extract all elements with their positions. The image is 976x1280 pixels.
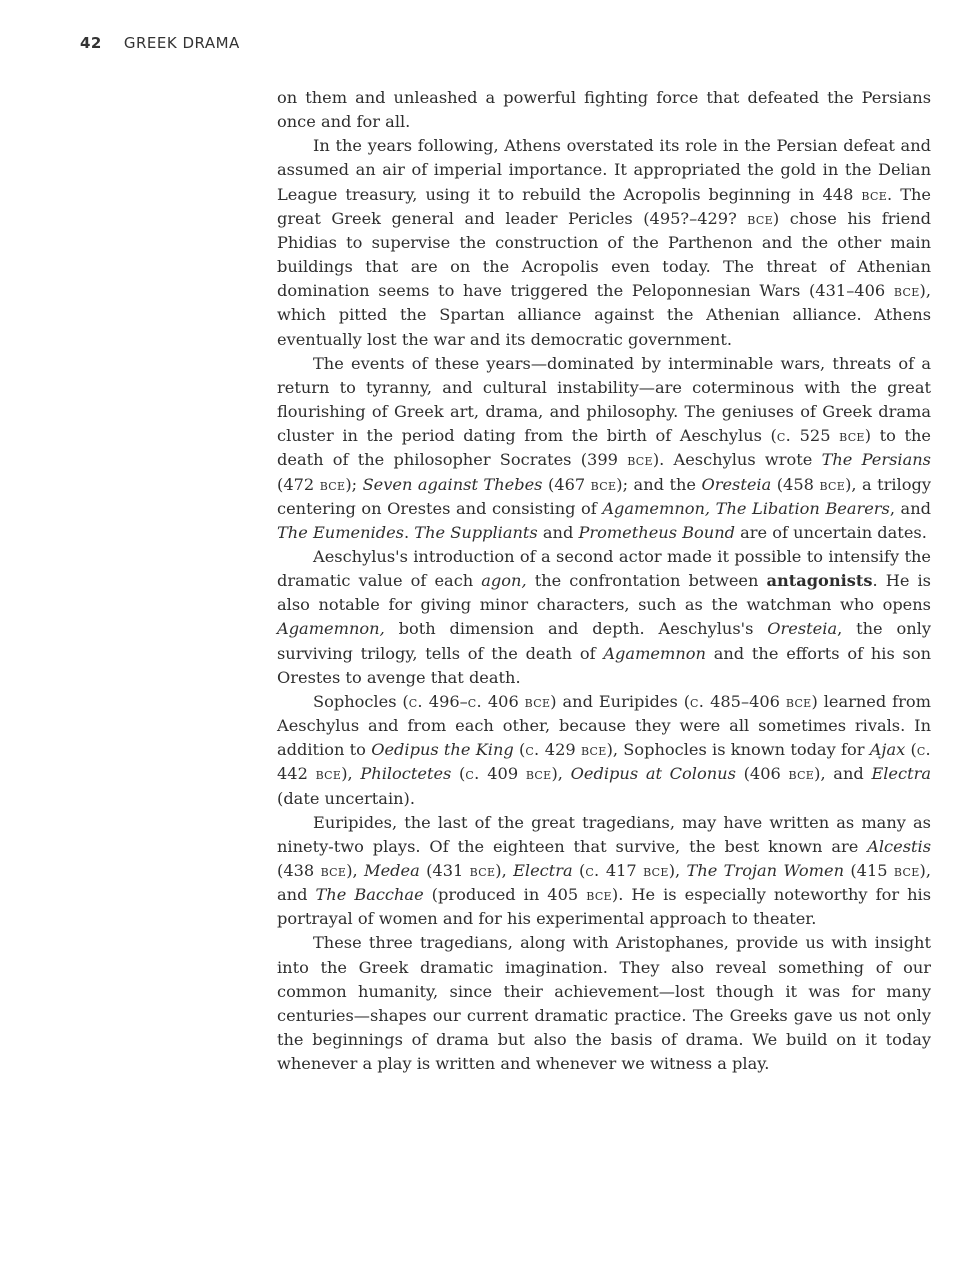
paragraph-7: These three tragedians, along with Aristophanes, provide us with insight into the Greek dramatic imagination. They also reveal something of our common humanity, since their achievement—lost though it was for many centuries—shapes our current dramatic practice. The Greeks gave us not only the beginnings of drama but also the basis of drama. We build on it today whenever a play is written and whenever we witness a play. [277,933,931,1074]
body-text [277,86,931,1076]
paragraph-4: Aeschylus's introduction of a second actor made it possible to intensify the dramatic value of each agon, the confrontation between antagonists. He is also notable for giving minor characters, such as the watchman who opens Agamemnon, both dimension and depth. Aeschylus's Oresteia, the only surviving trilogy, tells of the death of Agamemnon and the efforts of his son Orestes to avenge that death. [277,546,931,687]
paragraph-2: In the years following, Athens overstated its role in the Persian defeat and assumed an air of imperial importance. It appropriated the gold in the Delian League treasury, using it to rebuild the Acropolis beginning in 448 bce. The great Greek general and leader Pericles (495?–429? bce) chose his friend Phidias to supervise the construction of the Parthenon and the other main buildings that are on the Acropolis even today. The threat of Athenian domination seems to have triggered the Peloponnesian Wars (431–406 bce), which pitted the Spartan alliance against the Athenian alliance. Athens eventually lost the war and its democratic government. [277,136,931,349]
running-title: GREEK DRAMA [123,34,240,52]
paragraph-3: The events of these years—dominated by interminable wars, threats of a return to tyranny, and cultural instability—are coterminous with the great flourishing of Greek art, drama, and philosophy. The geniuses of Greek drama cluster in the period dating from the birth of Aeschylus (c. 525 bce) to the death of the philosopher Socrates (399 bce). Aeschylus wrote The Persians (472 bce); Seven against Thebes (467 bce); and the Oresteia (458 bce), a trilogy centering on Orestes and consisting of Agamemnon, The Libation Bearers, and The Eumenides. The Suppliants and Prometheus Bound are of uncertain dates. [277,353,931,542]
running-head [80,34,240,52]
paragraph-5: Sophocles (c. 496–c. 406 bce) and Euripides (c. 485–406 bce) learned from Aeschylus and from each other, because they were all sometimes rivals. In addition to Oedipus the King (c. 429 bce), Sophocles is known today for Ajax (c. 442 bce), Philoctetes (c. 409 bce), Oedipus at Colonus (406 bce), and Electra (date uncertain). [277,691,931,808]
page-number: 42 [80,34,102,52]
paragraph-1: on them and unleashed a powerful fighting force that defeated the Persians once and for all. [277,88,931,132]
paragraph-6: Euripides, the last of the great tragedians, may have written as many as ninety-two plays. Of the eighteen that survive, the best known are Alcestis (438 bce), Medea (431 bce), Electra (c. 417 bce), The Trojan Women (415 bce), and The Bacchae (produced in 405 bce). He is especially noteworthy for his portrayal of women and for his experimental approach to theater. [277,812,932,929]
